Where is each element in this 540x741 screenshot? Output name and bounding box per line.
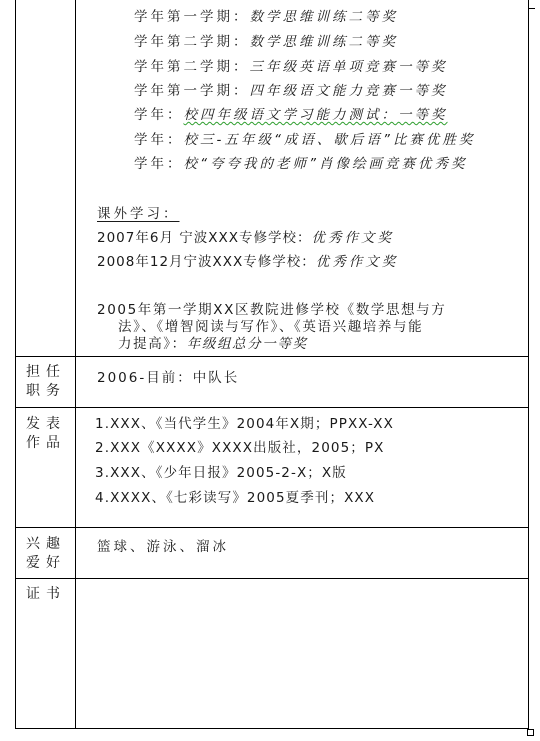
position-label-line2: 职务 (26, 383, 66, 399)
award-line (134, 106, 448, 124)
training-paragraph-line: 2005年第一学期XX区教院进修学校《数学思想与方 (97, 302, 447, 318)
award-name: 数学思维训练二等奖 (249, 9, 398, 25)
award-term: 学年第一学期： (134, 9, 250, 25)
award-line (134, 131, 475, 149)
award-term: 学年： (134, 132, 184, 148)
award-name: 数学思维训练二等奖 (249, 34, 398, 50)
extracurricular-date: 2008年12月 (97, 254, 184, 270)
extracurricular-date: 2007年6月 (97, 230, 174, 246)
extracurricular-item (97, 253, 398, 271)
award-term: 学年第二学期： (134, 34, 250, 50)
table-bottom-border (15, 728, 529, 729)
award-line (134, 33, 398, 51)
award-name: 校四年级语文学习能力测试：一等奖 (183, 107, 448, 123)
award-name: 校三-五年级“成语、歇后语”比赛优胜奖 (183, 132, 476, 148)
hobbies-label-line2: 爱好 (26, 555, 66, 571)
publications-label-line1: 发表 (26, 416, 66, 432)
award-term: 学年： (134, 156, 184, 172)
award-term: 学年第一学期： (134, 83, 250, 99)
award-line (134, 58, 448, 76)
extracurricular-heading: 课外学习： (97, 206, 180, 222)
hobbies-value: 篮球、游泳、溜冰 (97, 539, 229, 555)
table-right-border (528, 0, 529, 729)
corner-mark-top (528, 2, 535, 9)
extracurricular-award: 优秀作文奖 (311, 230, 394, 246)
publication-item: 4.XXXX、《七彩读写》2005夏季刊；XXX (95, 490, 376, 506)
award-line (134, 8, 398, 26)
table-end-mark (527, 729, 534, 736)
publication-item: 1.XXX、《当代学生》2004年X期；PPXX-XX (95, 416, 394, 432)
training-award: 年级组总分一等奖 (186, 336, 308, 352)
row-divider-awards (15, 356, 529, 357)
position-label-line1: 担任 (26, 364, 66, 380)
award-name: 三年级英语单项竞赛一等奖 (249, 59, 448, 75)
training-paragraph-text: 力提高》： (118, 336, 187, 352)
row-divider-publications (15, 527, 529, 528)
row-divider-position (15, 407, 529, 408)
award-name: 四年级语文能力竞赛一等奖 (249, 83, 448, 99)
extracurricular-item (97, 229, 394, 247)
award-term: 学年： (134, 107, 184, 123)
publications-label-line2: 作品 (26, 435, 66, 451)
award-line (134, 82, 448, 100)
training-paragraph-line: 法》、《增智阅读与写作》、《英语兴趣培养与能 (118, 319, 424, 335)
row-divider-hobbies (15, 578, 529, 579)
award-line (134, 155, 468, 173)
extracurricular-school: 宁波XXX专修学校： (183, 254, 316, 270)
certificates-label: 证书 (26, 586, 66, 602)
extracurricular-award: 优秀作文奖 (315, 254, 399, 270)
hobbies-label-line1: 兴趣 (26, 536, 66, 552)
award-name: 校“夸夸我的老师”肖像绘画竞赛优秀奖 (183, 156, 468, 172)
position-value: 2006-目前：中队长 (97, 370, 240, 386)
training-paragraph-line (118, 335, 308, 353)
publication-item: 2.XXX《XXXX》XXXX出版社，2005；PX (95, 440, 385, 456)
publication-item: 3.XXX、《少年日报》2005-2-X；X版 (95, 465, 347, 481)
award-term: 学年第二学期： (134, 59, 250, 75)
extracurricular-school: 宁波XXX专修学校： (179, 230, 312, 246)
